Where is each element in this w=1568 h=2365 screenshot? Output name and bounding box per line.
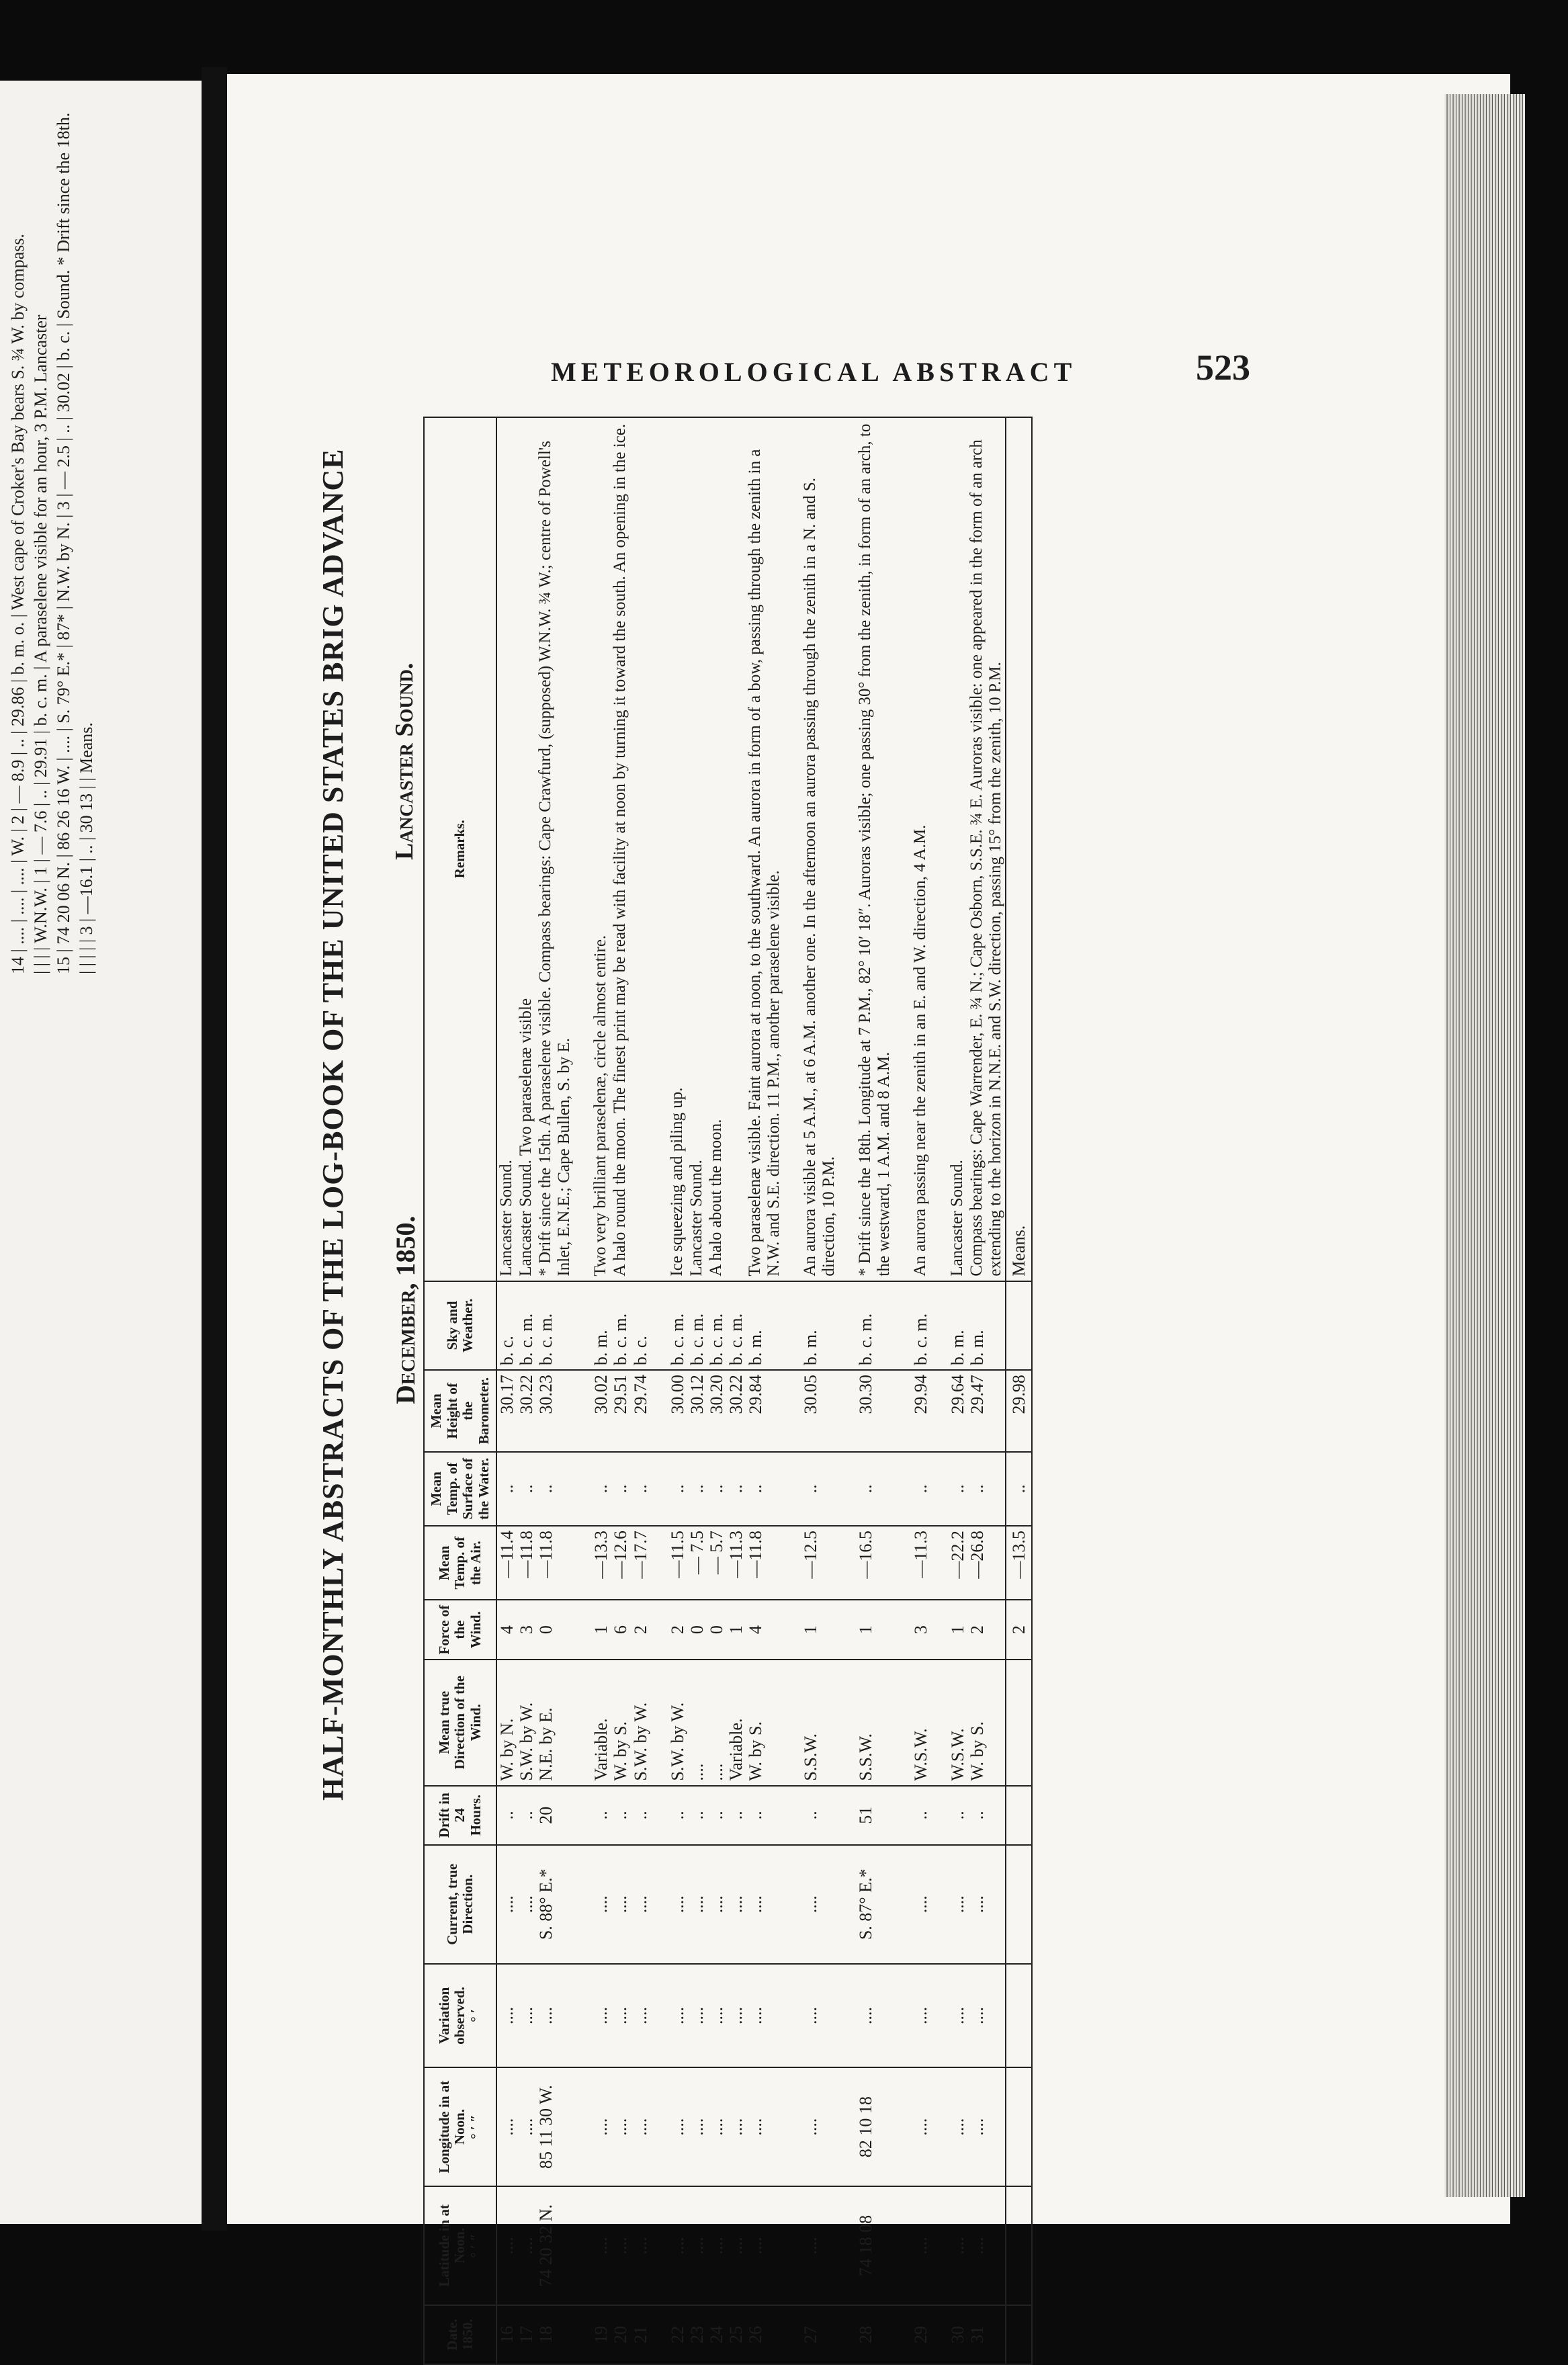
- wind-direction-cell: ....: [687, 1660, 707, 1786]
- date-cell: 31: [967, 2305, 1006, 2364]
- book-gutter: [202, 67, 227, 2231]
- current-cell: ....: [707, 1845, 726, 1964]
- table-row: [746, 417, 783, 2364]
- group-spacer: [574, 417, 591, 2364]
- table-row: [726, 417, 746, 2364]
- date-cell: 20: [611, 2305, 630, 2364]
- water-temp-cell: ..: [726, 1452, 746, 1526]
- drift-cell: ..: [911, 1786, 930, 1845]
- drift-cell: ..: [687, 1786, 707, 1845]
- previous-page-table-fragment: [7, 113, 98, 974]
- latitude-cell: ....: [591, 2186, 611, 2305]
- water-temp-cell: ..: [707, 1452, 726, 1526]
- air-temp-cell: —17.7: [631, 1526, 650, 1600]
- longitude-cell: ....: [591, 2067, 611, 2186]
- variation-cell: ....: [687, 1964, 707, 2068]
- col-date: Date. 1850.: [424, 2305, 496, 2364]
- table-row: [911, 417, 930, 2364]
- date-cell: 19: [591, 2305, 611, 2364]
- water-temp-cell: ..: [611, 1452, 630, 1526]
- air-temp-cell: —11.3: [726, 1526, 746, 1600]
- date-cell: 29: [911, 2305, 930, 2364]
- barometer-cell: 30.20: [707, 1370, 726, 1451]
- log-table-body: [496, 417, 1006, 2364]
- barometer-cell: 30.22: [726, 1370, 746, 1451]
- current-cell: ....: [726, 1845, 746, 1964]
- longitude-cell: ....: [967, 2067, 1006, 2186]
- barometer-cell: 29.51: [611, 1370, 630, 1451]
- current-cell: ....: [611, 1845, 630, 1964]
- table-row: [611, 417, 630, 2364]
- air-temp-cell: —11.4: [496, 1526, 517, 1600]
- location-subtitle: Lancaster Sound.: [390, 662, 419, 860]
- log-table-container: [423, 417, 1033, 2365]
- barometer-cell: 30.30: [856, 1370, 894, 1451]
- barometer-cell: 29.74: [631, 1370, 650, 1451]
- air-temp-cell: — 5.7: [707, 1526, 726, 1600]
- water-temp-cell: ..: [496, 1452, 517, 1526]
- variation-cell: ....: [801, 1964, 838, 2068]
- current-cell: ....: [591, 1845, 611, 1964]
- remarks-cell: [726, 417, 746, 1281]
- remarks-cell: An aurora visible at 5 A.M., at 6 A.M. another one. In the afternoon an aurora passing through the zenith in a N. and S. direction, 10 P.M.: [801, 417, 838, 1281]
- latitude-cell: ....: [631, 2186, 650, 2305]
- wind-direction-cell: S.W. by W.: [668, 1660, 687, 1786]
- drift-cell: ..: [591, 1786, 611, 1845]
- water-temp-cell: ..: [911, 1452, 930, 1526]
- sky-weather-cell: b. c. m.: [726, 1281, 746, 1371]
- wind-direction-cell: Variable.: [726, 1660, 746, 1786]
- date-cell: 25: [726, 2305, 746, 2364]
- sky-weather-cell: b. c. m.: [856, 1281, 894, 1371]
- barometer-cell: 29.94: [911, 1370, 930, 1451]
- previous-page: [0, 81, 204, 2224]
- air-temp-cell: —16.5: [856, 1526, 894, 1600]
- drift-cell: ..: [726, 1786, 746, 1845]
- date-cell: 27: [801, 2305, 838, 2364]
- drift-cell: 20: [536, 1786, 574, 1845]
- wind-direction-cell: S.W. by W.: [517, 1660, 536, 1786]
- drift-cell: ..: [631, 1786, 650, 1845]
- sky-weather-cell: b. m.: [801, 1281, 838, 1371]
- date-cell: 28: [856, 2305, 894, 2364]
- current-cell: S. 87° E.*: [856, 1845, 894, 1964]
- current-cell: S. 88° E.*: [536, 1845, 574, 1964]
- current-cell: ....: [801, 1845, 838, 1964]
- wind-force-cell: 0: [707, 1600, 726, 1660]
- col-wind-direction: Mean true Direction of the Wind.: [424, 1660, 496, 1786]
- sky-weather-cell: b. m.: [967, 1281, 1006, 1371]
- water-temp-cell: ..: [801, 1452, 838, 1526]
- table-row: [967, 417, 1006, 2364]
- remarks-cell: * Drift since the 18th. Longitude at 7 P.M., 82° 10′ 18″. Auroras visible; one passing 30° from the zenith, in form of an arch, to the westward, 1 A.M. and 8 A.M.: [856, 417, 894, 1281]
- variation-cell: ....: [856, 1964, 894, 2068]
- table-row: [517, 417, 536, 2364]
- longitude-cell: ....: [746, 2067, 783, 2186]
- water-temp-cell: ..: [948, 1452, 967, 1526]
- date-cell: 21: [631, 2305, 650, 2364]
- wind-force-cell: 2: [631, 1600, 650, 1660]
- wind-force-cell: 1: [856, 1600, 894, 1660]
- drift-cell: ..: [746, 1786, 783, 1845]
- latitude-cell: ....: [668, 2186, 687, 2305]
- wind-force-cell: 1: [591, 1600, 611, 1660]
- prev-line: | | | | | 3 | —16.1 | .. | 30 13 | | Means.: [77, 722, 96, 974]
- barometer-cell: 30.17: [496, 1370, 517, 1451]
- longitude-cell: ....: [496, 2067, 517, 2186]
- water-temp-cell: ..: [591, 1452, 611, 1526]
- longitude-cell: ....: [707, 2067, 726, 2186]
- date-cell: 18: [536, 2305, 574, 2364]
- group-spacer: [894, 417, 911, 2364]
- sky-weather-cell: b. c. m.: [687, 1281, 707, 1371]
- current-cell: ....: [668, 1845, 687, 1964]
- drift-cell: ..: [611, 1786, 630, 1845]
- col-latitude: Latitude in at Noon. ° ′ ″: [424, 2186, 496, 2305]
- means-water: ..: [1006, 1452, 1032, 1526]
- table-row: [801, 417, 838, 2364]
- drift-cell: ..: [967, 1786, 1006, 1845]
- table-row: [668, 417, 687, 2364]
- sky-weather-cell: b. c. m.: [517, 1281, 536, 1371]
- drift-cell: ..: [707, 1786, 726, 1845]
- wind-force-cell: 4: [496, 1600, 517, 1660]
- col-remarks: Remarks.: [424, 417, 496, 1281]
- running-head: METEOROLOGICAL ABSTRACT: [551, 357, 1077, 387]
- remarks-cell: Two paraselenæ visible. Faint aurora at noon, to the southward. An aurora in form of a bow, passing through the zenith in a N.W. and S.E. direction. 11 P.M., another paraselene visible.: [746, 417, 783, 1281]
- drift-cell: ..: [668, 1786, 687, 1845]
- wind-force-cell: 3: [911, 1600, 930, 1660]
- air-temp-cell: —11.3: [911, 1526, 930, 1600]
- remarks-cell: Lancaster Sound.: [687, 417, 707, 1281]
- year-label: 1850.: [460, 2319, 476, 2351]
- remarks-cell: An aurora passing near the zenith in an E. and W. direction, 4 A.M.: [911, 417, 930, 1281]
- wind-direction-cell: W. by N.: [496, 1660, 517, 1786]
- current-cell: ....: [631, 1845, 650, 1964]
- latitude-cell: ....: [687, 2186, 707, 2305]
- col-water-temp: Mean Temp. of Surface of the Water.: [424, 1452, 496, 1526]
- water-temp-cell: ..: [631, 1452, 650, 1526]
- wind-direction-cell: W. by S.: [746, 1660, 783, 1786]
- longitude-cell: ....: [631, 2067, 650, 2186]
- air-temp-cell: —11.8: [517, 1526, 536, 1600]
- air-temp-cell: — 7.5: [687, 1526, 707, 1600]
- sky-weather-cell: b. m.: [948, 1281, 967, 1371]
- month-subtitle: December, 1850.: [390, 1215, 421, 1404]
- sky-weather-cell: b. c. m.: [707, 1281, 726, 1371]
- longitude-cell: 82 10 18: [856, 2067, 894, 2186]
- variation-cell: ....: [591, 1964, 611, 2068]
- air-temp-cell: —11.8: [536, 1526, 574, 1600]
- date-cell: 30: [948, 2305, 967, 2364]
- col-current: Current, true Direction.: [424, 1845, 496, 1964]
- wind-force-cell: 2: [967, 1600, 1006, 1660]
- col-wind-force: Force of the Wind.: [424, 1600, 496, 1660]
- variation-cell: ....: [967, 1964, 1006, 2068]
- water-temp-cell: ..: [536, 1452, 574, 1526]
- remarks-cell: A halo about the moon.: [707, 417, 726, 1281]
- longitude-cell: ....: [611, 2067, 630, 2186]
- longitude-cell: ....: [726, 2067, 746, 2186]
- longitude-cell: ....: [911, 2067, 930, 2186]
- remarks-cell: A halo round the moon. The finest print may be read with facility at noon by turning it toward the south. An opening in the ice.: [611, 417, 630, 1281]
- remarks-cell: * Drift since the 15th. A paraselene visible. Compass bearings: Cape Crawfurd, (supposed) W.N.W. ¾ W.; centre of Powell's Inlet, E.N.E.; Cape Bullen, S. by E.: [536, 417, 574, 1281]
- date-cell: 24: [707, 2305, 726, 2364]
- variation-cell: ....: [707, 1964, 726, 2068]
- barometer-cell: 30.23: [536, 1370, 574, 1451]
- barometer-cell: 29.84: [746, 1370, 783, 1451]
- latitude-cell: ....: [611, 2186, 630, 2305]
- latitude-cell: ....: [496, 2186, 517, 2305]
- prev-line: | | | | W.N.W. | 1 | — 7.6 | .. | 29.91 | b. c. m. | A paraselene visible for an hour, 3 P.M. Lancaster: [31, 314, 50, 974]
- log-abstract-table: [423, 417, 1033, 2365]
- water-temp-cell: ..: [856, 1452, 894, 1526]
- barometer-cell: 30.00: [668, 1370, 687, 1451]
- current-cell: ....: [967, 1845, 1006, 1964]
- group-spacer: [930, 417, 948, 2364]
- wind-direction-cell: S.S.W.: [856, 1660, 894, 1786]
- date-cell: 22: [668, 2305, 687, 2364]
- wind-force-cell: 4: [746, 1600, 783, 1660]
- air-temp-cell: —12.6: [611, 1526, 630, 1600]
- drift-cell: ..: [801, 1786, 838, 1845]
- longitude-cell: ....: [668, 2067, 687, 2186]
- latitude-cell: ....: [967, 2186, 1006, 2305]
- latitude-cell: ....: [911, 2186, 930, 2305]
- wind-direction-cell: W.S.W.: [948, 1660, 967, 1786]
- wind-direction-cell: S.S.W.: [801, 1660, 838, 1786]
- prev-line: 14 | .... | .... | .... | W. | 2 | — 8.9 | .. | 29.86 | b. m. o. | West cape of Croker's Bay bears S. ¾ W. by compass.: [8, 233, 28, 974]
- variation-cell: ....: [536, 1964, 574, 2068]
- latitude-cell: ....: [746, 2186, 783, 2305]
- air-temp-cell: —26.8: [967, 1526, 1006, 1600]
- drift-cell: ..: [948, 1786, 967, 1845]
- table-row: [536, 417, 574, 2364]
- remarks-cell: Lancaster Sound.: [948, 417, 967, 1281]
- wind-direction-cell: Variable.: [591, 1660, 611, 1786]
- drift-cell: 51: [856, 1786, 894, 1845]
- group-spacer: [838, 417, 856, 2364]
- sky-weather-cell: b. m.: [591, 1281, 611, 1371]
- means-row: [1006, 417, 1032, 2364]
- latitude-cell: 74 20 32 N.: [536, 2186, 574, 2305]
- barometer-cell: 30.22: [517, 1370, 536, 1451]
- date-cell: 23: [687, 2305, 707, 2364]
- means-label: Means.: [1006, 417, 1032, 1281]
- water-temp-cell: ..: [967, 1452, 1006, 1526]
- wind-force-cell: 1: [801, 1600, 838, 1660]
- remarks-cell: Compass bearings: Cape Warrender, E. ¾ N.; Cape Osborn, S.S.E. ¾ E. Auroras visible: one appeared in the form of an arch extending to the horizon in N.N.E. and S.W. direction, passing 15° from the zenith, 10 P.M.: [967, 417, 1006, 1281]
- longitude-cell: ....: [948, 2067, 967, 2186]
- water-temp-cell: ..: [746, 1452, 783, 1526]
- remarks-cell: Lancaster Sound. Two paraselenæ visible: [517, 417, 536, 1281]
- latitude-cell: ....: [801, 2186, 838, 2305]
- table-row: [687, 417, 707, 2364]
- air-temp-cell: —11.5: [668, 1526, 687, 1600]
- col-air-temp: Mean Temp. of the Air.: [424, 1526, 496, 1600]
- sky-weather-cell: b. c. m.: [611, 1281, 630, 1371]
- latitude-cell: ....: [707, 2186, 726, 2305]
- table-row: [856, 417, 894, 2364]
- water-temp-cell: ..: [687, 1452, 707, 1526]
- remarks-cell: Lancaster Sound.: [496, 417, 517, 1281]
- col-barometer: Mean Height of the Barometer.: [424, 1370, 496, 1451]
- wind-force-cell: 2: [668, 1600, 687, 1660]
- wind-direction-cell: W. by S.: [611, 1660, 630, 1786]
- latitude-cell: ....: [948, 2186, 967, 2305]
- latitude-cell: ....: [517, 2186, 536, 2305]
- drift-cell: ..: [496, 1786, 517, 1845]
- means-air: —13.5: [1006, 1526, 1032, 1600]
- current-cell: ....: [687, 1845, 707, 1964]
- table-row: [948, 417, 967, 2364]
- wind-direction-cell: W.S.W.: [911, 1660, 930, 1786]
- wind-force-cell: 1: [948, 1600, 967, 1660]
- wind-force-cell: 6: [611, 1600, 630, 1660]
- sky-weather-cell: b. c. m.: [911, 1281, 930, 1371]
- date-cell: 16: [496, 2305, 517, 2364]
- air-temp-cell: —12.5: [801, 1526, 838, 1600]
- wind-direction-cell: S.W. by W.: [631, 1660, 650, 1786]
- variation-cell: ....: [611, 1964, 630, 2068]
- barometer-cell: 29.47: [967, 1370, 1006, 1451]
- sky-weather-cell: b. c.: [496, 1281, 517, 1371]
- sky-weather-cell: b. m.: [746, 1281, 783, 1371]
- col-sky-weather: Sky and Weather.: [424, 1281, 496, 1371]
- table-row: [707, 417, 726, 2364]
- variation-cell: ....: [948, 1964, 967, 2068]
- barometer-cell: 29.64: [948, 1370, 967, 1451]
- prev-line: 15 | 74 20 06 N. | 86 26 16 W. | .... | S. 79° E.* | 87* | N.W. by N. | 3 | — 2.5 | .. | 30.02 | b. c. | Sound. * Drift since the 18th.: [54, 112, 73, 974]
- wind-force-cell: 3: [517, 1600, 536, 1660]
- page-number: 523: [1196, 347, 1250, 388]
- drift-cell: ..: [517, 1786, 536, 1845]
- water-temp-cell: ..: [668, 1452, 687, 1526]
- variation-cell: ....: [631, 1964, 650, 2068]
- latitude-cell: 74 18 08: [856, 2186, 894, 2305]
- variation-cell: ....: [517, 1964, 536, 2068]
- wind-force-cell: 0: [687, 1600, 707, 1660]
- air-temp-cell: —22.2: [948, 1526, 967, 1600]
- longitude-cell: ....: [517, 2067, 536, 2186]
- current-cell: ....: [948, 1845, 967, 1964]
- barometer-cell: 30.05: [801, 1370, 838, 1451]
- variation-cell: ....: [746, 1964, 783, 2068]
- wind-direction-cell: N.E. by E.: [536, 1660, 574, 1786]
- date-cell: 17: [517, 2305, 536, 2364]
- water-temp-cell: ..: [517, 1452, 536, 1526]
- longitude-cell: ....: [801, 2067, 838, 2186]
- table-row: [591, 417, 611, 2364]
- latitude-cell: ....: [726, 2186, 746, 2305]
- wind-force-cell: 0: [536, 1600, 574, 1660]
- variation-cell: ....: [496, 1964, 517, 2068]
- remarks-cell: [631, 417, 650, 1281]
- barometer-cell: 30.02: [591, 1370, 611, 1451]
- wind-direction-cell: ....: [707, 1660, 726, 1786]
- date-cell: 26: [746, 2305, 783, 2364]
- means-force: 2: [1006, 1600, 1032, 1660]
- table-row: [631, 417, 650, 2364]
- group-spacer: [650, 417, 668, 2364]
- longitude-cell: 85 11 30 W.: [536, 2067, 574, 2186]
- table-title: HALF-MONTHLY ABSTRACTS OF THE LOG-BOOK OF THE UNITED STATES BRIG ADVANCE: [316, 448, 349, 1801]
- longitude-cell: ....: [687, 2067, 707, 2186]
- current-cell: ....: [517, 1845, 536, 1964]
- remarks-cell: Two very brilliant paraselenæ, circle almost entire.: [591, 417, 611, 1281]
- variation-cell: ....: [911, 1964, 930, 2068]
- air-temp-cell: —11.8: [746, 1526, 783, 1600]
- col-drift: Drift in 24 Hours.: [424, 1786, 496, 1845]
- page-edges: [1444, 94, 1525, 2197]
- group-spacer: [783, 417, 801, 2364]
- air-temp-cell: —13.3: [591, 1526, 611, 1600]
- remarks-cell: Ice squeezing and piling up.: [668, 417, 687, 1281]
- means-barometer: 29.98: [1006, 1370, 1032, 1451]
- col-variation: Variation observed. ° ′: [424, 1964, 496, 2068]
- current-cell: ....: [746, 1845, 783, 1964]
- sky-weather-cell: b. c.: [631, 1281, 650, 1371]
- sky-weather-cell: b. c. m.: [536, 1281, 574, 1371]
- current-cell: ....: [496, 1845, 517, 1964]
- wind-force-cell: 1: [726, 1600, 746, 1660]
- variation-cell: ....: [668, 1964, 687, 2068]
- col-longitude: Longitude in at Noon. ° ′ ″: [424, 2067, 496, 2186]
- table-row: [496, 417, 517, 2364]
- current-cell: ....: [911, 1845, 930, 1964]
- barometer-cell: 30.12: [687, 1370, 707, 1451]
- variation-cell: ....: [726, 1964, 746, 2068]
- wind-direction-cell: W. by S.: [967, 1660, 1006, 1786]
- sky-weather-cell: b. c. m.: [668, 1281, 687, 1371]
